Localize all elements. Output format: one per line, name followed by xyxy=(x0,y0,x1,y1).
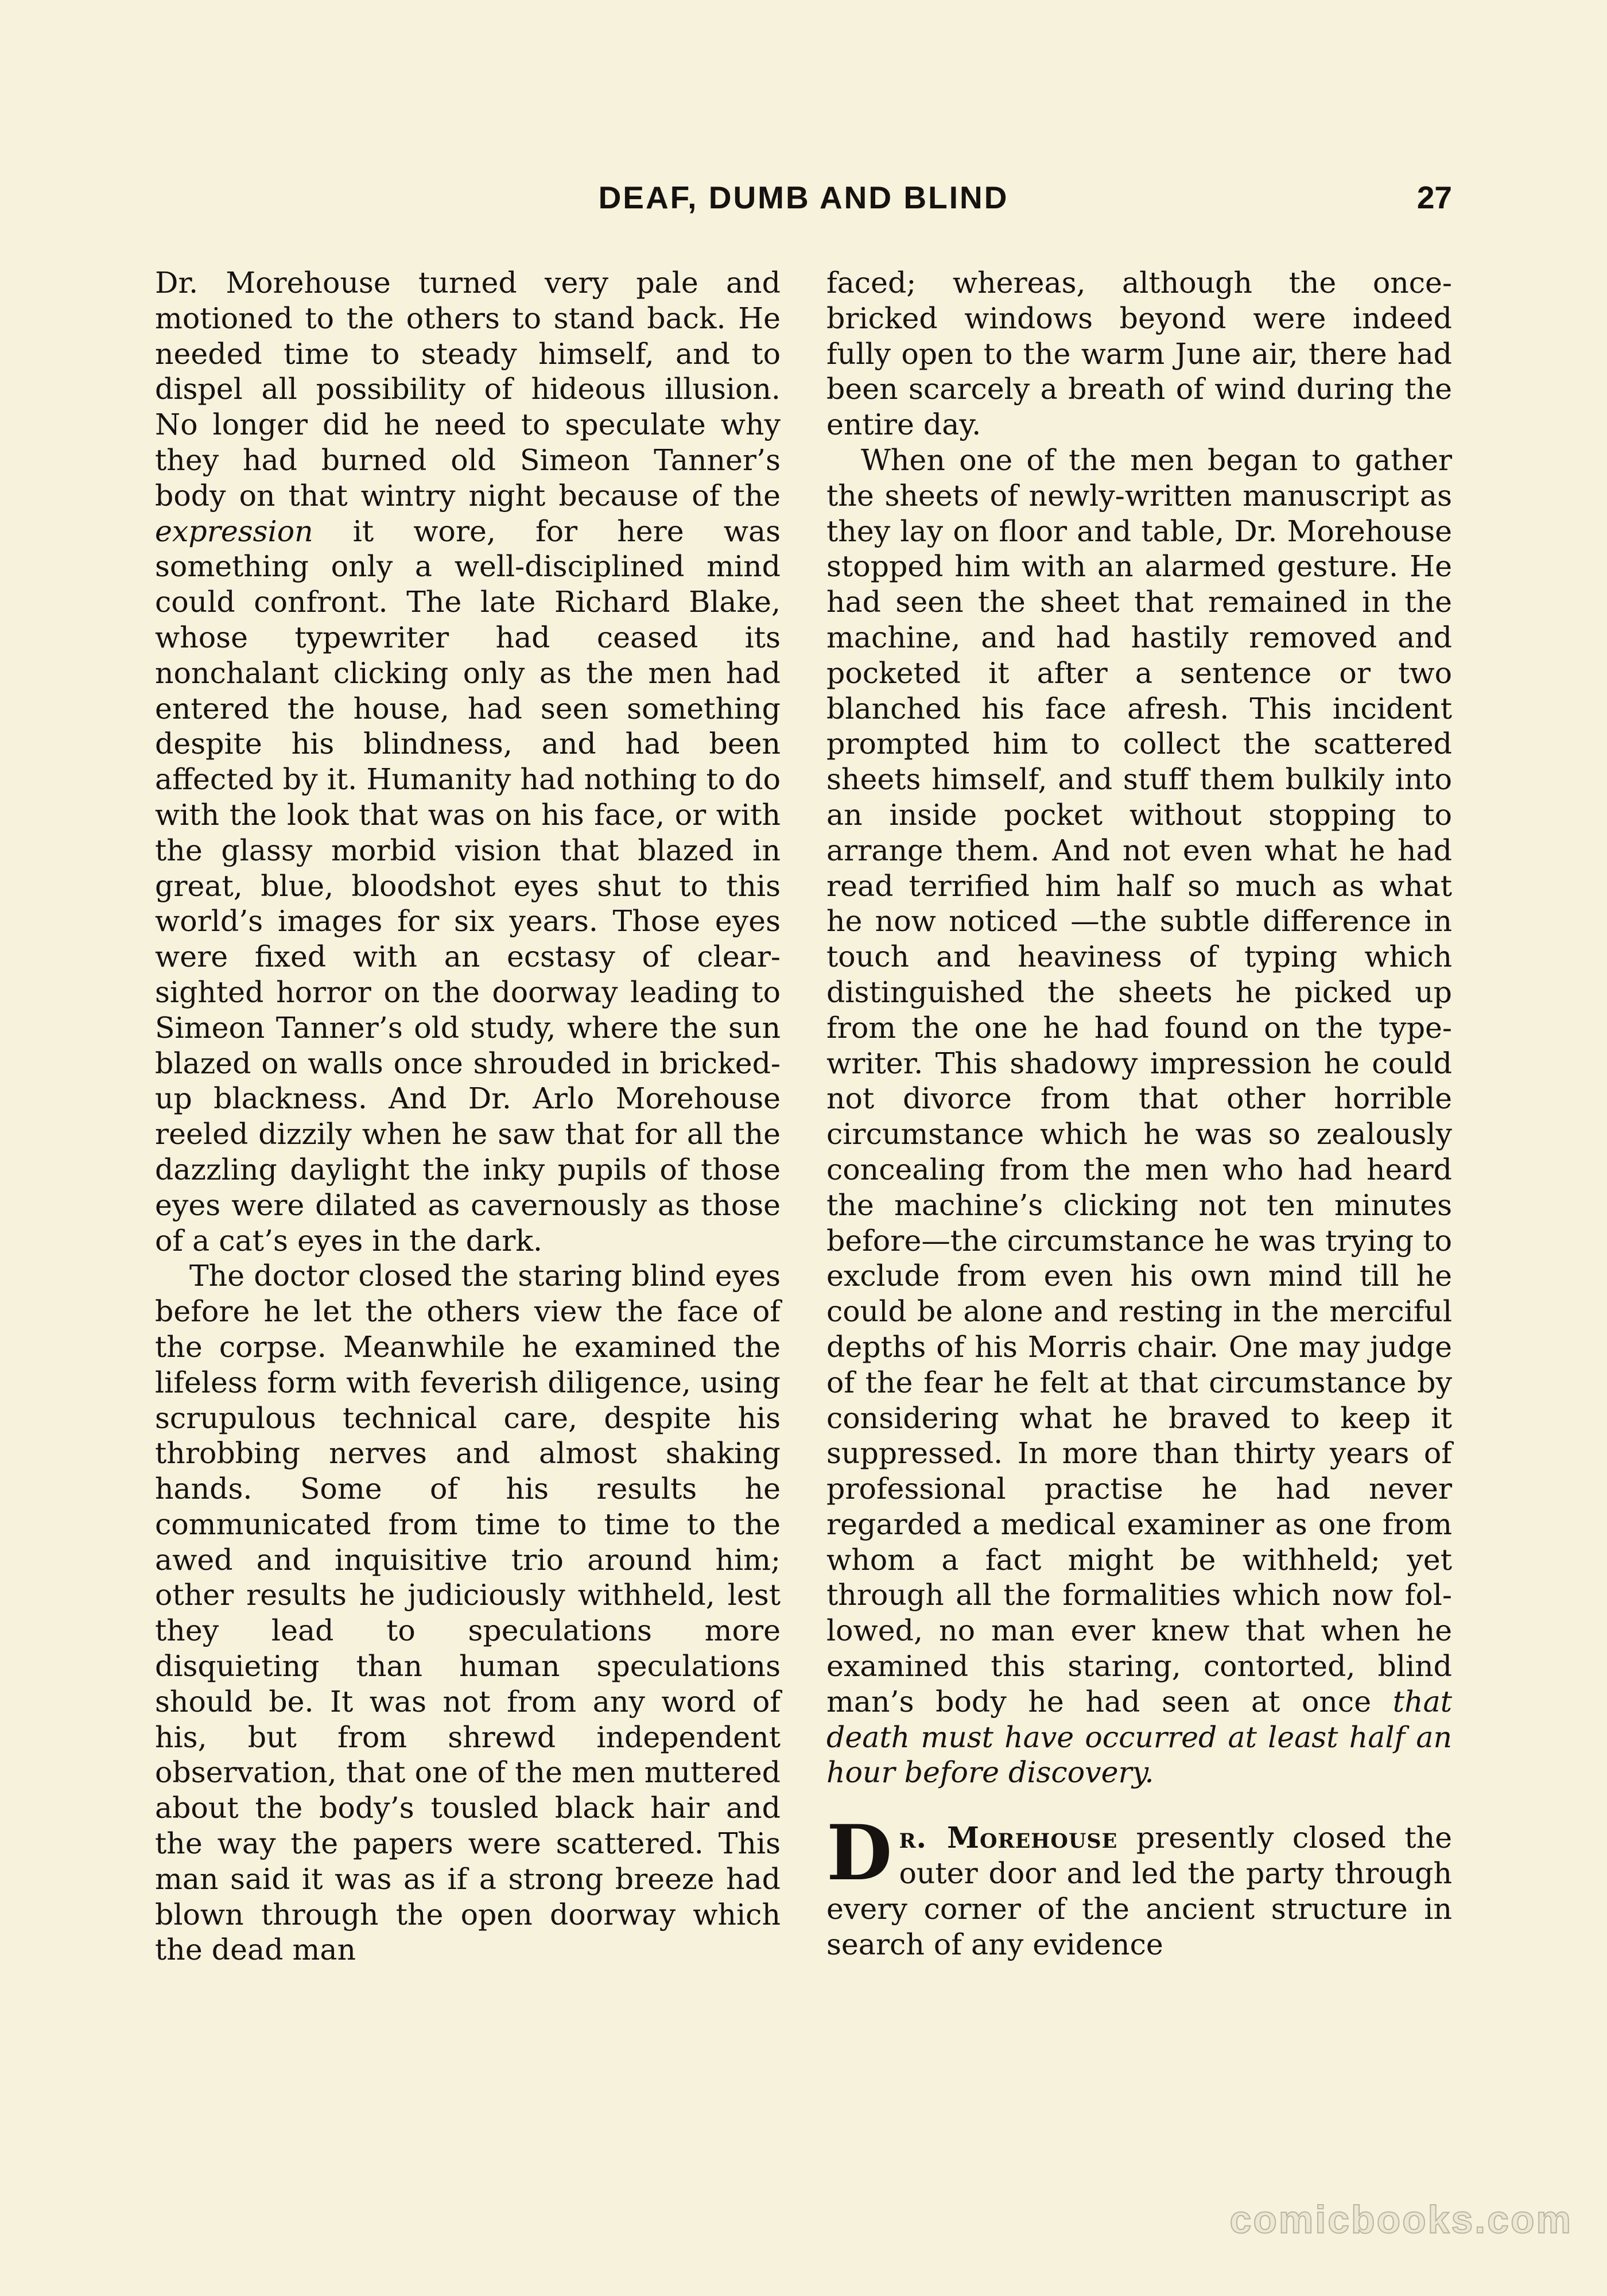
paragraph xyxy=(155,265,781,1258)
page-number: 27 xyxy=(1416,180,1452,215)
small-caps-lead: r. Morehouse xyxy=(899,1821,1118,1855)
paragraph xyxy=(826,443,1452,1790)
watermark: comicbooks.com xyxy=(1229,2198,1573,2241)
section-opening-paragraph xyxy=(826,1809,1452,1962)
right-column xyxy=(826,265,1452,1962)
paragraph-text: Dr. Morehouse turned very pale and motioned to the others to stand back. He needed time to steady himself, and to dispel all possibility of hideous illusion. No longer did he need to speculate why they had burned old Simeon Tanner’s body on that wintry night because of the xyxy=(155,266,781,513)
page-header xyxy=(155,179,1452,219)
paragraph: The doctor closed the staring blind eyes before he let the others view the face of the corpse. Meanwhile he examined the lifeless form with feverish diligence, using scrupulous technical care, despite his throbbing nerves and almost shaking hands. Some of his results he communicated from time to time to the awed and inquisitive trio around him; other results he judiciously withheld, lest they lead to speculations more disquieting than human speculations should be. It was not from any word of his, but from shrewd independent observation, that one of the men muttered about the body’s tousled black hair and the way the papers were scattered. This man said it was as if a strong breeze had blown through the open doorway which the dead man xyxy=(155,1259,781,1967)
paragraph-text: presently closed the outer door and led the party through every corner of the ancient structure in search of any evidence xyxy=(826,1821,1452,1961)
running-head: DEAF, DUMB AND BLIND xyxy=(598,180,1009,215)
paragraph-text: it wore, for here was something only a well-disciplined mind could confront. The late Richard Blake, whose typewriter had ceased its nonchalant clicking only as the men had entered the house, had seen something despite his blindness, and had been affected by it. Humanity had nothing to do with the look that was on his face, or with the glassy morbid vision that blazed in great, blue, bloodshot eyes shut to this world’s images for six years. Those eyes were fixed with an ecstasy of clear-sighted horror on the doorway leading to Simeon Tanner’s old study, where the sun blazed on walls once shrouded in bricked-up blackness. And Dr. Arlo Morehouse reeled dizzily when he saw that for all the dazzling daylight the inky pupils of those eyes were dilated as cavernously as those of a cat’s eyes in the dark. xyxy=(155,514,781,1258)
drop-cap: D xyxy=(826,1809,892,1898)
italic-text: that death must have occurred at least half an hour before discovery. xyxy=(826,1684,1452,1790)
paragraph: faced; whereas, although the once-bricked windows beyond were indeed fully open to the warm June air, there had been scarcely a breath of wind during the entire day. xyxy=(826,266,1452,442)
paragraph-text: When one of the men began to gather the sheets of newly-written manuscript as they lay on floor and table, Dr. Morehouse stopped him with an alarmed gesture. He had seen the sheet that remained in the machine, and had hastily removed and pocketed it after a sentence or two blanched his face afresh. This incident prompted him to collect the scattered sheets himself, and stuff them bulkily into an inside pocket without stopping to arrange them. And not even what he had read terrified him half so much as what he now noticed —the subtle difference in touch and heaviness of typing which distinguished the sheets he picked up from the one he had found on the typewriter. This shadowy impression he could not divorce from that other horrible circumstance which he was so zealously concealing from the men who had heard the machine’s clicking not ten minutes before—the circumstance he was trying to exclude from even his own mind till he could be alone and resting in the merciful depths of his Morris chair. One may judge of the fear he felt at that circumstance by considering what he braved to keep it suppressed. In more than thirty years of professional practise he had never regarded a medical examiner as one from whom a fact might be withheld; yet through all the formalities which now followed, no man ever knew that when he examined this staring, contorted, blind man’s body he had seen at once xyxy=(826,443,1452,1719)
italic-text: expression xyxy=(155,514,313,548)
left-column xyxy=(155,265,781,1968)
